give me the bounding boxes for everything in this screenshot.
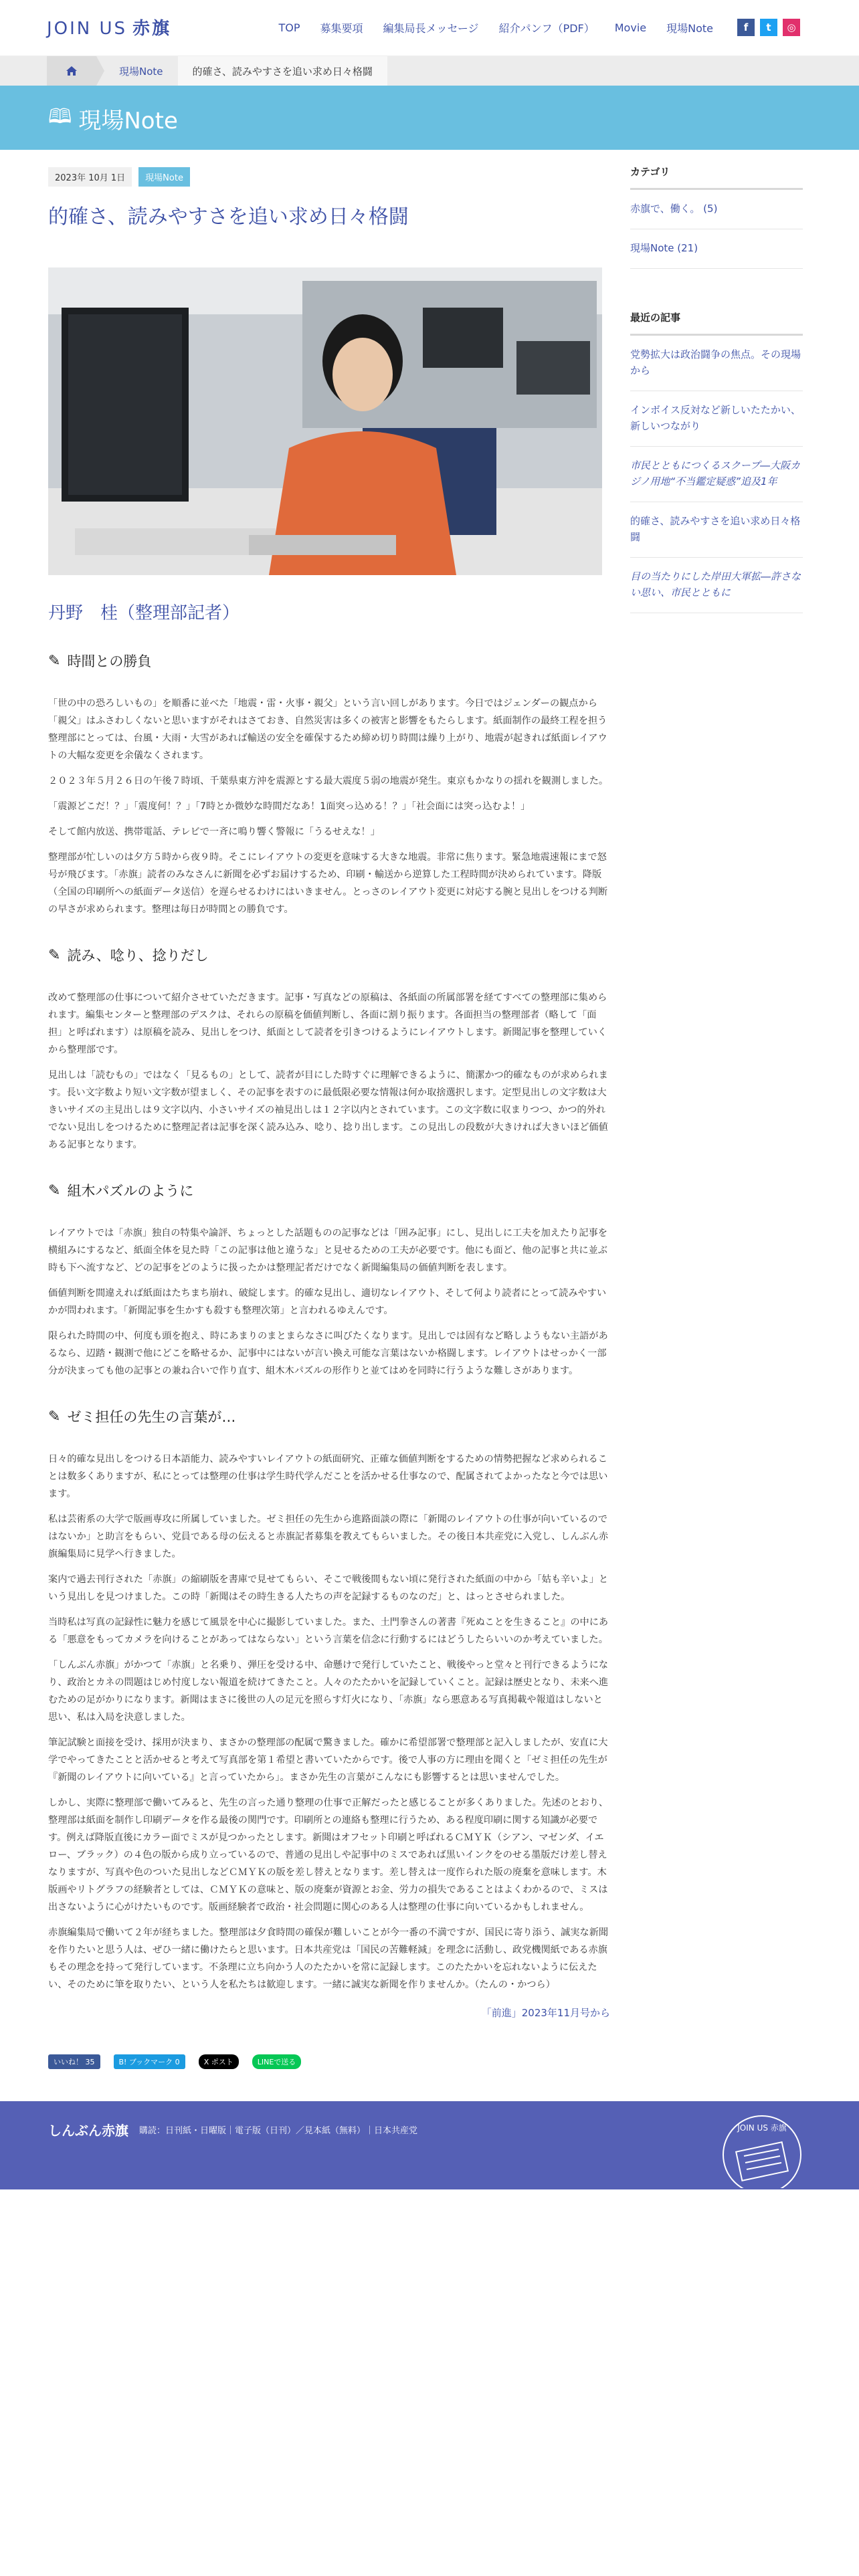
paragraph: しかし、実際に整理部で働いてみると、先生の言った通り整理の仕事で正解だったと感じることが多くありました。先述のとおり、整理部は紙面を制作し印刷データを作る最後の関門です。印刷所との連絡も整理に行うため、ある程度印刷に関する知識が必要です。例えば降版直後にカラー面でミスが見つかったとします。新聞はオフセット印刷と呼ばれるＣＭＹＫ（シアン、マゼンダ、イエロー、ブラック）の４色の版から成り立っているので、普通の見出しや記事中のミスであれば黒いインクをのせる墨版だけ差し替えなりますが、写真や色のついた見出しなどＣＭＹＫの版を差し替えとなります。差し替えは一度作られた版の廃棄を意味します。木版画やリトグラフの経験者としては、ＣＭＹＫの意味と、版の廃棄が資源とお金、労力の損失であることはよくわかるので、ミスは出さないように心がけたいものです。版画経験者で政治・社会問題に関心のある人は整理の仕事に向いているかもしれません。 — [48, 1798, 609, 1913]
breadcrumb-item-genba-note[interactable]: 現場Note — [119, 65, 163, 78]
banner-title-text: 現場Note — [78, 108, 178, 134]
pencil-icon: ✎ — [48, 1182, 61, 1199]
recent-post-link[interactable]: インボイス反対など新しいたたかい、新しいつながり — [630, 391, 803, 447]
paragraph: 見出しは「読むもの」ではなく「見るもの」として、読者が目にした時すぐに理解できるように、簡潔かつ的確なものが求められます。長い文字数より短い文字数が望ましく、その記事を表すのに最低限必要な情報は何か取捨選択します。定型見出しの文字数は大きいサイズの主見出しは９文字以内、小さいサイズの袖見出しは１２字以内とされています。この文字数に収まりつつ、かつ的外れでない見出しをつけるために整理記者は記事を深く読み込み、唸り、捻り出します。この見出しの段数が大きければ大きいほど価値ある記事となります。 — [48, 1070, 608, 1150]
section-heading-text: ゼミ担任の先生の言葉が… — [67, 1409, 236, 1425]
nav-recruit[interactable]: 募集要項 — [320, 21, 363, 35]
article-byline: 丹野 桂（整理部記者） — [48, 603, 240, 623]
section-heading-1 — [48, 651, 610, 671]
paragraph: 「震源どこだ！？」「震度何！？」「7時とか微妙な時間だなあ！1面突っ込める！？」「社会面には突っ込むよ！」 — [48, 801, 531, 812]
breadcrumb-separator — [96, 56, 104, 86]
paragraph: そして館内放送、携帯電話、テレビで一斉に鳴り響く警報に「うるせえな！」 — [48, 827, 380, 837]
paragraph: 限られた時間の中、何度も頭を抱え、時にあまりのまとまらなさに叫びたくなります。見出しでは固有など略しようもない主語があるなら、辺踏・観測で他にどこを略せるか、記事中にはないが言い換え可能な言葉はないか格闘します。レイアウトはせっかく一部分が決まっても他の記事との兼ね合いで作り直す、組木木パズルの形作りと並てはめを同時に行うような難しさがあります。 — [48, 1331, 608, 1376]
article-date: 2023年 10月 1日 — [48, 167, 132, 187]
paragraph: 赤旗編集局で働いて２年が経ちました。整理部は夕食時間の確保が難しいことが今一番の不満ですが、国民に寄り添う、誠実な新聞を作りたいと思う人は、ぜひ一緒に働けたらと思います。日本共産党は「国民の苦難軽減」を理念に活動し、政党機関紙である赤旗もその理念を持って発行しています。不条理に立ち向かう人のたたかいを常に記録します。このたたかいを忘れないように伝えたい、そのために筆を取りたい、という人を私たちは歓迎します。一緒に誠実な新聞を作りませんか。（たんの・かつら） — [48, 1927, 609, 1990]
page-banner — [0, 86, 859, 150]
line-share-button[interactable]: LINEで送る — [252, 2054, 302, 2069]
article — [48, 167, 610, 2069]
recent-post-link[interactable]: 党勢拡大は政治闘争の焦点。その現場から — [630, 336, 803, 391]
recent-posts-list — [630, 336, 803, 613]
facebook-like-button[interactable]: いいね！ 35 — [48, 2054, 100, 2069]
join-us-seal-icon — [705, 2108, 819, 2188]
nav-top[interactable]: TOP — [278, 21, 300, 34]
logo-kanji: 赤旗 — [132, 19, 172, 39]
article-title: 的確さ、読みやすさを追い求め日々格闘 — [48, 205, 409, 229]
section-heading-4 — [48, 1406, 610, 1426]
section-heading-text: 読み、唸り、捻りだし — [67, 948, 209, 964]
paragraph: 価値判断を間違えれば紙面はたちまち崩れ、破綻します。的確な見出し、適切なレイアウト、そして何より読者にとって読みやすいかが問われます。「新聞記事を生かすも殺すも整理次第」と言われるゆえんです。 — [48, 1288, 607, 1316]
site-logo[interactable] — [47, 15, 171, 39]
pencil-icon: ✎ — [48, 1408, 61, 1425]
office-photo-illustration — [48, 267, 602, 575]
x-post-button[interactable]: X ポスト — [199, 2054, 239, 2069]
recent-post-link[interactable]: 的確さ、読みやすさを追い求め日々格闘 — [630, 502, 803, 558]
section-heading-2 — [48, 945, 610, 965]
category-badge[interactable]: 現場Note — [138, 167, 190, 187]
banner-title — [48, 102, 178, 136]
sidebar-recent-heading: 最近の記事 — [630, 310, 803, 336]
logo-text: JOIN US — [47, 19, 128, 39]
paragraph: 改めて整理部の仕事について紹介させていただきます。記事・写真などの原稿は、各紙面の所属部署を経てすべての整理部に集められます。編集センターと整理部のデスクは、それらの原稿を価値判断し、各面に割り振ります。各面担当の整理部者（略して「面担」と呼ばれます）は原稿を読み、見出しをつけ、紙面として読者を引きつけるようにレイアウトします。新聞記事を整理していくから整理部です。 — [48, 992, 607, 1055]
footer-info — [48, 2120, 417, 2139]
sidebar — [630, 165, 803, 613]
breadcrumb-current: 的確さ、読みやすさを追い求め日々格闘 — [178, 56, 387, 86]
section-heading-text: 組木パズルのように — [67, 1183, 194, 1199]
paragraph: 筆記試験と面接を受け、採用が決まり、まさかの整理部の配属で驚きました。確かに希望部署で整理部と記入しましたが、安直に大学でやってきたことと活かせると考えて写真部を第１希望と書いていたからです。後で人事の方に理由を聞くと「ゼミ担任の先生が『新聞のレイアウトに向いている』と言っていたから」。まさか先生の言葉がこんなにも影響するとは思いませんでした。 — [48, 1737, 608, 1783]
breadcrumb-home[interactable] — [47, 56, 96, 86]
footer-logo[interactable]: しんぶん赤旗 — [48, 2123, 128, 2139]
main-nav — [258, 19, 800, 36]
recent-post-link-text: 目の当たりにした岸田大軍拡―許さない思い、市民とともに — [630, 570, 801, 599]
category-link[interactable]: 現場Note (21) — [630, 229, 803, 269]
seal-text: JOIN US 赤旗 — [737, 2123, 787, 2133]
book-icon: 🕮 — [48, 105, 72, 128]
paragraph: 整理部が忙しいのは夕方５時から夜９時。そこにレイアウトの変更を意味する大きな地震。非常に焦ります。緊急地震速報にまで怒号が飛びます。「赤旗」読者のみなさんに新聞を必ずお届けするため、印刷・輸送から逆算した工程時間が決められています。降版（全国の印刷所への紙面データ送信）を遅らせるわけにはいきません。とっさのレイアウト変更に対応する腕と見出しをつける判断の早さが求められます。整理は毎日が時間との勝負です。 — [48, 852, 608, 915]
nav-pamphlet[interactable]: 紹介パンフ（PDF） — [498, 21, 595, 35]
paragraph: レイアウトでは「赤旗」独自の特集や論評、ちょっとした話題ものの記事などは「囲み記事」にし、見出しに工夫を加えたり記事を横組みにするなど、紙面全体を見た時「この記事は他と違うな」と見せるための工夫が必要です。他にも面ど、他の記事と共に並ぶ時も下へ流すなど、どの記事をどのように扱ったかは整理記者だけでなく新聞編集局の価値判断を表します。 — [48, 1228, 607, 1273]
share-buttons — [48, 2054, 610, 2069]
instagram-icon[interactable]: ◎ — [783, 19, 800, 36]
paragraph: 私は芸術系の大学で版画専攻に所属していました。ゼミ担任の先生から進路面談の際に「新聞のレイアウトの仕事が向いているのではないか」と助言をもらい、党員である母の伝えると赤旗記者募集を教えてもらいました。その後日本共産党に入党し、しんぶん赤旗編集局に見学へ行きました。 — [48, 1514, 609, 1560]
social-links — [732, 19, 800, 36]
section-heading-3 — [48, 1180, 610, 1200]
nav-genba-note[interactable]: 現場Note — [666, 21, 713, 35]
pencil-icon: ✎ — [48, 652, 61, 669]
sidebar-category-heading: カテゴリ — [630, 165, 803, 190]
category-link[interactable]: 赤旗で、働く。 (5) — [630, 190, 803, 229]
breadcrumb — [0, 56, 859, 86]
facebook-icon[interactable]: f — [737, 19, 755, 36]
paragraph: 「世の中の恐ろしいもの」を順番に並べた「地震・雷・火事・親父」という言い回しがあります。今日ではジェンダーの観点から「親父」はふさわしくないと思いますがそれはさておき、自然災害は多くの被害と影響をもたらします。紙面制作の最終工程を担う整理部にとっては、台風・大雨・大雪があれば輸送の安全を確保するため締め切り時間は繰り上がり、地震が起きれば紙面レイアウトの大幅な変更を余儀なくされます。 — [48, 698, 607, 761]
article-meta — [48, 167, 610, 187]
paragraph: ２０２３年５月２６日の午後７時頃、千葉県東方沖を震源とする最大震度５弱の地震が発生。東京もかなりの揺れを観測しました。 — [48, 776, 609, 786]
site-header — [0, 0, 859, 56]
section-heading-text: 時間との勝負 — [67, 653, 152, 669]
nav-movie[interactable]: Movie — [614, 21, 647, 34]
article-photo — [48, 267, 602, 575]
article-source: 「前進」2023年11月号から — [481, 2007, 610, 2019]
recent-post-link[interactable] — [630, 558, 803, 613]
category-list — [630, 190, 803, 269]
paragraph: 日々的確な見出しをつける日本語能力、読みやすいレイアウトの紙面研究、正確な価値判断をするための情勢把握など求められることは数多くありますが、私にとっては整理の仕事は学生時代学んだことを活かせる仕事なので、配属されてよかったなと今では思います。 — [48, 1454, 608, 1499]
paragraph: 「しんぶん赤旗」がかつて「赤旗」と名乗り、弾圧を受ける中、命懸けで発行していたこと、戦後やっと堂々と刊行できるようになり、政治とカネの問題はじめ忖度しない報道を続けてきたこと。人々のたたかいを記録していくこと。記録は歴史となり、未来へ進むための足がかりになります。新聞はまさに後世の人の足元を照らす灯火になり、「赤旗」なら悪意ある写真掲載や報道はしないと思い、私は入局を決意しました。 — [48, 1660, 609, 1723]
home-icon — [66, 66, 78, 76]
footer-links[interactable]: 購読：日刊紙・日曜版｜電子版（日刊）／見本紙（無料）｜日本共産党 — [139, 2126, 418, 2136]
paragraph: 案内で過去刊行された「赤旗」の縮刷版を書庫で見せてもらい、そこで戦後間もない頃に発行された紙面の中から「姑も辛いよ」という見出しを見つけました。この時「新聞はその時生きる人たちの声を記録するものなのだ」と、はっとさせられました。 — [48, 1574, 609, 1602]
hatena-bookmark-button[interactable]: B! ブックマーク 0 — [114, 2054, 185, 2069]
recent-post-link[interactable] — [630, 447, 803, 502]
nav-message[interactable]: 編集局長メッセージ — [383, 21, 479, 35]
twitter-icon[interactable]: t — [760, 19, 777, 36]
site-footer — [0, 2101, 859, 2189]
paragraph: 当時私は写真の記録性に魅力を感じて風景を中心に撮影していました。また、土門拳さんの著書『死ぬことを生きること』の中にある「悪意をもってカメラを向けることがあってはならない」という言葉を信念に行動するにはどうしたらいいのか考えていました。 — [48, 1617, 609, 1645]
pencil-icon: ✎ — [48, 946, 61, 964]
recent-post-link-text: 市民とともにつくるスクープ―大阪カジノ用地“不当鑑定疑惑”追及1年 — [630, 459, 800, 488]
